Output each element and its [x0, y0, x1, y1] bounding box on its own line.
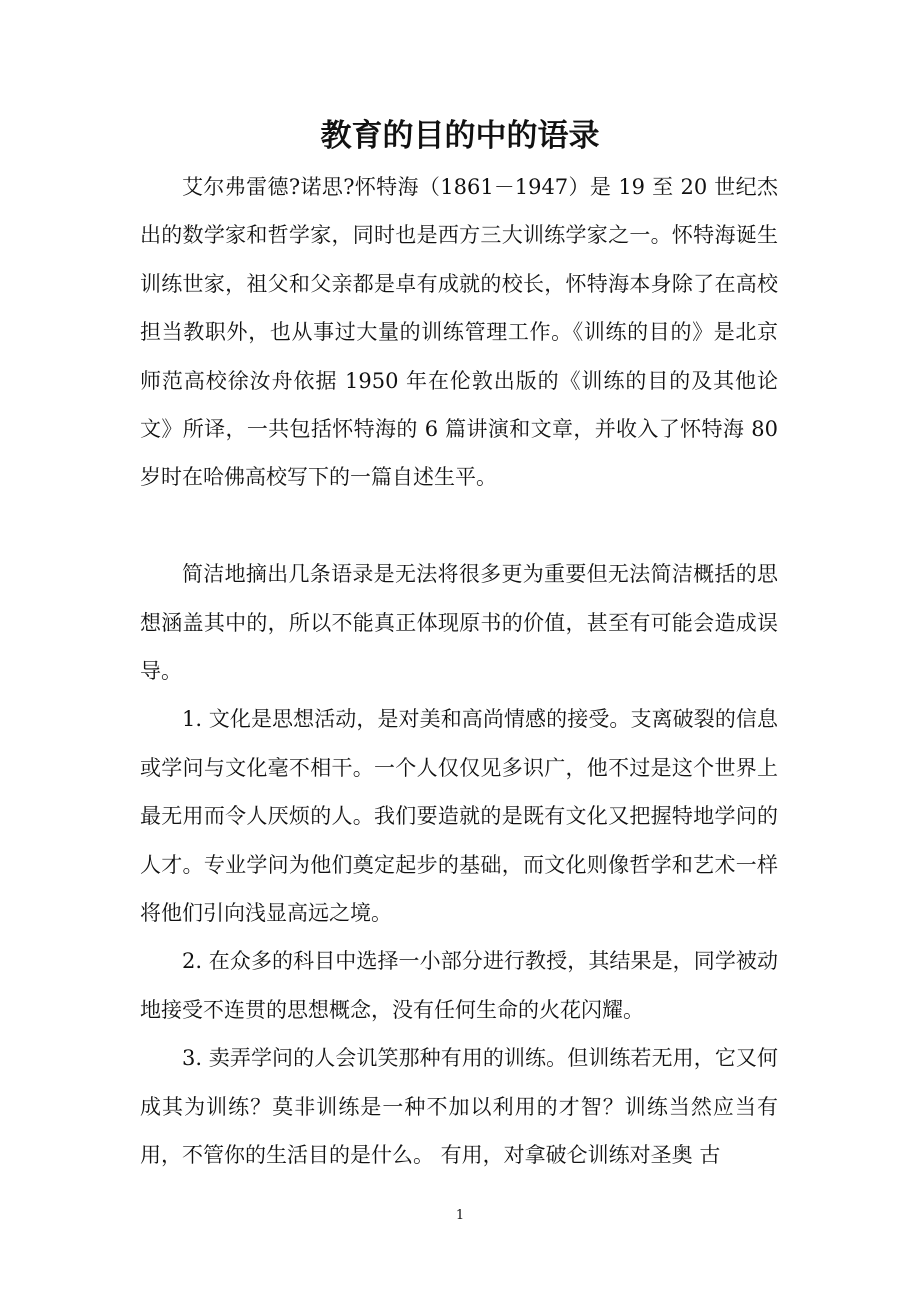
page-title: 教育的目的中的语录: [320, 118, 600, 154]
paragraph-summary-note: 简洁地摘出几条语录是无法将很多更为重要但无法简洁概括的思想涵盖其中的，所以不能真正体现原书的价值，甚至有可能会造成误导。: [140, 562, 778, 684]
paragraph-intro: 艾尔弗雷德?诺思?怀特海（1861－1947）是 19 至 20 世纪杰出的数学家和哲学家，同时也是西方三大训练学家之一。怀特海诞生训练世家，祖父和父亲都是卓有成就的校长，怀特海本身除了在高校担当教职外，也从事过大量的训练管理工作。《训练的目的》是北京师范高校徐汝舟依据 1950 年在伦敦出版的《训练的目的及其他论文》所译，一共包括怀特海的 6 篇讲演和文章，并收入了怀特海 80 岁时在哈佛高校写下的一篇自述生平。: [140, 175, 778, 490]
quote-item-3: 3. 卖弄学问的人会讥笑那种有用的训练。但训练若无用，它又何成其为训练？莫非训练是一种不加以利用的才智？训练当然应当有用，不管你的生活目的是什么。 有用，对拿破仑训练对圣奥 古: [140, 1046, 778, 1168]
document-body: [140, 163, 778, 1180]
page-number: 1: [455, 1208, 465, 1223]
quote-item-2: 2. 在众多的科目中选择一小部分进行教授，其结果是，同学被动地接受不连贯的思想概念，没有任何生命的火花闪耀。: [140, 949, 778, 1022]
quote-item-1: 1. 文化是思想活动，是对美和高尚情感的接受。支离破裂的信息或学问与文化毫不相干。一个人仅仅见多识广，他不过是这个世界上最无用而令人厌烦的人。我们要造就的是既有文化又把握特地学问的人才。专业学问为他们奠定起步的基础，而文化则像哲学和艺术一样将他们引向浅显高远之境。: [140, 707, 778, 926]
paragraph-spacer: [140, 502, 778, 550]
